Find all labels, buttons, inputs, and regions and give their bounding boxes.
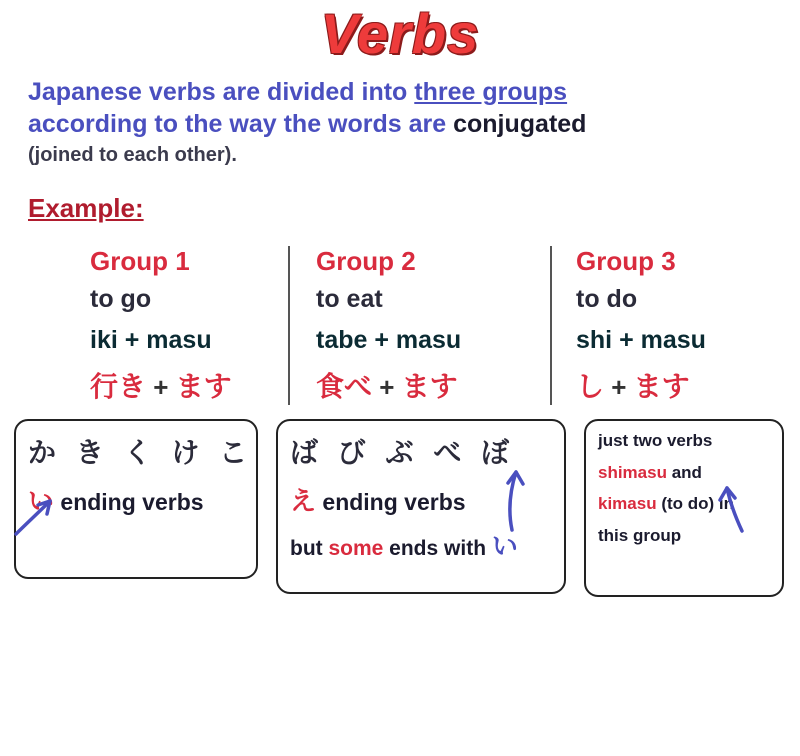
group-1-meaning: to go (90, 285, 152, 313)
group-3-note-line-3 (598, 494, 770, 514)
group-1-kana-stem: 行き (90, 371, 147, 402)
intro-conjugated: conjugated (453, 110, 587, 138)
group-1-title: Group 1 (90, 246, 190, 276)
group-2-title: Group 2 (316, 246, 416, 276)
group-2-ending-line (290, 481, 552, 518)
group-2-exception-b: ends with (383, 537, 492, 560)
group-3-kana (576, 365, 780, 405)
group-2-kana-masu: ます (401, 371, 458, 402)
intro-paragraph (28, 76, 772, 140)
group-1-kana (90, 365, 288, 405)
group-2-exception-kana: い (491, 531, 518, 561)
groups-row (0, 246, 800, 405)
group-3-note-line-4: this group (598, 525, 682, 545)
group-3-note-line-2-rest: and (666, 462, 702, 482)
group-2-ending-text: ending verbs (322, 489, 466, 515)
group-1-kana-plus: + (146, 372, 176, 402)
group-1-ending-line (28, 481, 244, 518)
group-2-note-box (276, 419, 566, 594)
group-2-kana-stem: 食べ (316, 371, 373, 402)
group-3-kimasu: kimasu (598, 494, 657, 514)
intro-three-groups: three groups (414, 78, 568, 106)
group-3-note-line-2 (598, 463, 770, 483)
example-label: Example: (28, 193, 144, 223)
group-1-kana-masu: ます (175, 371, 232, 402)
group-2-kana (316, 365, 550, 405)
group-2-exception-line (290, 526, 552, 563)
group-1-ending-kana: い (28, 486, 55, 516)
group-3-kana-plus: + (604, 372, 634, 402)
group-1-ending-text: ending verbs (60, 489, 204, 515)
group-2-kana-plus: + (372, 372, 402, 402)
group-1-romaji: iki + masu (90, 326, 212, 354)
group-3-note-line-1: just two verbs (598, 431, 713, 450)
group-1-column (20, 246, 288, 405)
group-2-ending-kana: え (290, 486, 317, 516)
intro-line2-text: according to the way the words are (28, 110, 454, 138)
group-2-column (288, 246, 550, 405)
group-3-column (550, 246, 780, 405)
group-3-kana-stem: し (576, 371, 605, 402)
group-2-romaji: tabe + masu (316, 326, 462, 354)
group-3-kana-masu: ます (633, 371, 690, 402)
group-3-note-box (584, 419, 784, 597)
group-2-kana-row: ば び ぶ べ ぼ (290, 437, 516, 468)
page-title: Verbs (320, 2, 480, 65)
group-3-romaji: shi + masu (576, 326, 706, 354)
group-3-meaning: to do (576, 285, 638, 313)
intro-line1-text: Japanese verbs are divided into (28, 78, 415, 106)
worksheet-page (0, 2, 800, 756)
group-2-exception-some: some (328, 537, 384, 560)
group-1-kana-row: か き く け こ (28, 437, 254, 468)
group-2-meaning: to eat (316, 285, 383, 313)
group-3-shimasu: shimasu (598, 462, 667, 482)
group-1-note-box (14, 419, 258, 579)
notes-row (0, 419, 800, 597)
group-3-note-line-3-rest: (to do) in (656, 494, 735, 514)
intro-subline: (joined to each other). (28, 144, 237, 166)
group-3-title: Group 3 (576, 246, 676, 276)
group-2-exception-a: but (290, 537, 329, 560)
